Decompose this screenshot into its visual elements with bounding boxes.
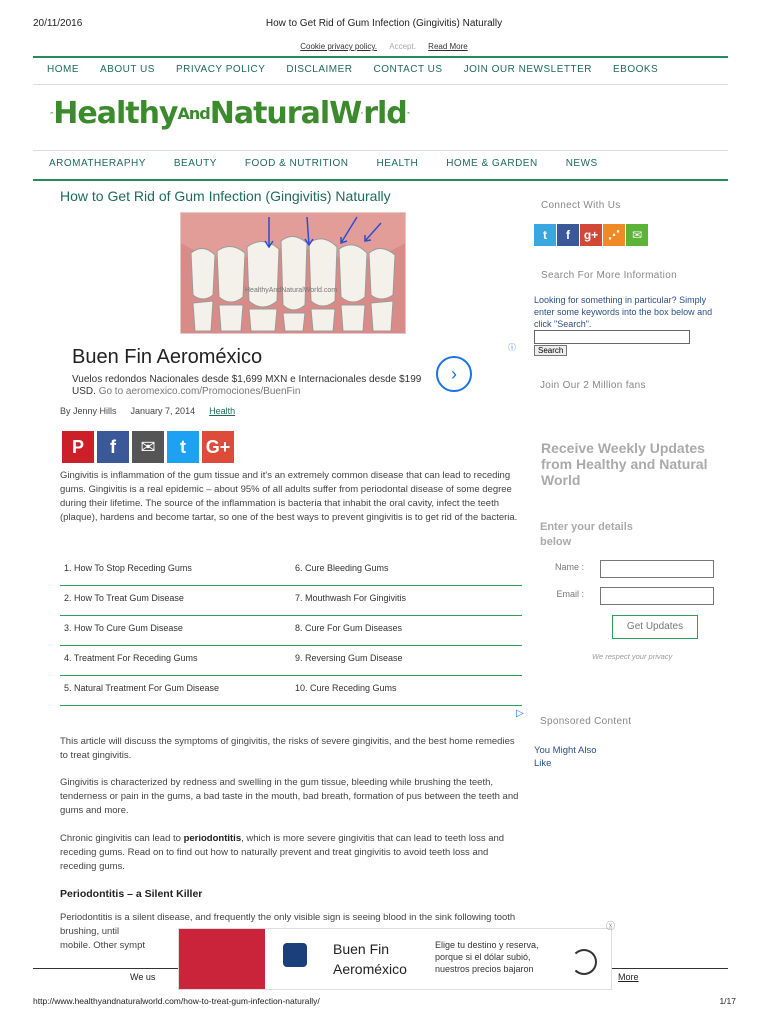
facebook-icon[interactable]: f [97, 431, 129, 463]
p4-part-b: , which is more severe gingivitis that can lead to teeth loss and receding gums. Read on to find out how to naturally prevent and treat gingivitis to avoid teeth loss and receding gums. [60, 833, 505, 872]
cookie-read-more-link[interactable]: Read More [428, 42, 468, 51]
logo-text-healthy: Healthy [53, 95, 178, 131]
top-nav [33, 56, 728, 85]
related-links [60, 556, 522, 706]
ad-choices-icon[interactable]: ▷ [516, 708, 524, 719]
cookie-bar [0, 42, 768, 51]
newsletter-subheading: Enter your details below [540, 521, 633, 548]
connect-heading: Connect With Us [541, 200, 621, 211]
nav-disclaimer[interactable]: DISCLAIMER [286, 64, 353, 75]
category-link[interactable]: Health [209, 406, 236, 416]
ad-title[interactable]: Buen Fin Aeroméxico [72, 346, 263, 368]
cat-beauty[interactable]: BEAUTY [173, 158, 217, 169]
periodontitis-link[interactable]: periodontitis [183, 833, 242, 844]
p5-part-b: mobile. Other sympt [60, 940, 145, 951]
nav-ebooks[interactable]: EBOOKS [612, 64, 659, 75]
get-updates-button[interactable]: Get Updates [612, 615, 698, 639]
ad-info-icon[interactable]: ⓘ [508, 343, 516, 352]
related-link[interactable]: 4. Treatment For Receding Gums [60, 646, 291, 676]
site-logo[interactable] [50, 90, 410, 136]
cat-aromatheraphy[interactable]: AROMATHERAPHY [49, 158, 146, 169]
nav-privacy-policy[interactable]: PRIVACY POLICY [175, 64, 266, 75]
email-field[interactable] [600, 587, 714, 605]
related-link[interactable]: 1. How To Stop Receding Gums [60, 556, 291, 586]
search-description: Looking for something in particular? Simply enter some keywords into the box below and click "Search". [534, 295, 713, 329]
related-link[interactable]: 3. How To Cure Gum Disease [60, 616, 291, 646]
privacy-note: We respect your privacy [592, 652, 673, 661]
ad-description [72, 374, 442, 398]
share-buttons [62, 431, 234, 463]
print-date: 20/11/2016 [33, 18, 83, 29]
newsletter-heading: Receive Weekly Updates from Healthy and Natural World [541, 440, 708, 488]
search-heading: Search For More Information [541, 270, 677, 281]
bottom-ad[interactable] [178, 921, 615, 990]
teeth-illustration [181, 213, 405, 333]
leaf-icon-right [407, 98, 410, 128]
p4-part-a: Chronic gingivitis can lead to [60, 833, 184, 844]
top-ad[interactable] [60, 338, 520, 400]
publish-date: January 7, 2014 [130, 406, 196, 416]
google-plus-icon[interactable]: g+ [580, 224, 602, 246]
article-title: How to Get Rid of Gum Infection (Gingivitis) Naturally [60, 188, 391, 204]
related-link[interactable]: 8. Cure For Gum Diseases [291, 616, 522, 646]
email-icon[interactable]: ✉ [132, 431, 164, 463]
cookie-footer-more-link[interactable]: More [618, 972, 639, 982]
logo-text-natural: Natural [209, 95, 330, 131]
article-paragraph: This article will discuss the symptoms of gingivitis, the risks of severe gingivitis, and the best home remedies to treat gingivitis. [60, 736, 515, 761]
email-label: Email : [556, 589, 584, 599]
cat-news[interactable]: NEWS [565, 158, 598, 169]
sponsored-heading: Sponsored Content [540, 716, 632, 727]
bottom-ad-description: Elige tu destino y reserva, porque si el dólar subió, nuestros precios bajaron [435, 940, 539, 974]
cat-food-nutrition[interactable]: FOOD & NUTRITION [244, 158, 349, 169]
aeromexico-logo-icon [283, 943, 307, 967]
related-link[interactable]: 7. Mouthwash For Gingivitis [291, 586, 522, 616]
cookie-policy-link[interactable]: Cookie privacy policy. [300, 42, 378, 51]
search-button[interactable]: Search [534, 345, 567, 356]
related-link[interactable]: 10. Cure Receding Gums [291, 676, 522, 706]
close-icon[interactable]: ⓧ [605, 921, 615, 931]
nav-join-newsletter[interactable]: JOIN OUR NEWSLETTER [463, 64, 592, 75]
cookie-footer-text: We us [130, 972, 156, 982]
logo-text-and: And [177, 103, 210, 123]
search-input[interactable] [534, 330, 690, 344]
related-link[interactable]: 2. How To Treat Gum Disease [60, 586, 291, 616]
image-watermark: HealthyAndNaturalWorld.com [245, 287, 338, 294]
cookie-accept-button[interactable]: Accept. [389, 42, 416, 51]
google-plus-icon[interactable]: G+ [202, 431, 234, 463]
article-intro: Gingivitis is inflammation of the gum tissue and it's an extremely common disease that can lead to receding gums. Gingivitis is a real epidemic – about 95% of all adults suffer from periodontal disease of some degree during their lifetime. The source of the inflammation is bacteria that inhabit the oral cavity, infect the teeth (plaque), hardens and become tartar, so one of the best ways to prevent gingivitis is to get rid of the bacteria. [60, 470, 518, 523]
you-might-like-heading: You Might Also Like [534, 745, 597, 769]
nav-about-us[interactable]: ABOUT US [100, 64, 155, 75]
related-link[interactable]: 6. Cure Bleeding Gums [291, 556, 522, 586]
social-icons [534, 224, 734, 246]
pinterest-icon[interactable]: P [62, 431, 94, 463]
article-paragraph: Gingivitis is characterized by redness and swelling in the gum tissue, bleeding while brushing the teeth, tenderness or pain in the gums, a bad taste in the mouth, bad breath, formation of pus between the teeth and gums and more. [60, 777, 519, 816]
name-field[interactable] [600, 560, 714, 578]
fans-heading: Join Our 2 Million fans [540, 380, 646, 391]
page-number: 1/17 [719, 996, 736, 1006]
rss-icon[interactable]: ⋰ [603, 224, 625, 246]
bottom-ad-title[interactable]: Buen Fin Aeroméxico [333, 941, 407, 977]
related-link[interactable]: 5. Natural Treatment For Gum Disease [60, 676, 291, 706]
twitter-icon[interactable]: t [167, 431, 199, 463]
category-nav [33, 150, 728, 181]
nav-home[interactable]: HOME [47, 64, 79, 75]
ad-line: Vuelos redondos Nacionales desde $1,699 MXN e Internacionales desde $199 USD. [72, 374, 422, 397]
section-heading: Periodontitis – a Silent Killer [60, 888, 203, 900]
page-url: http://www.healthyandnaturalworld.com/how-to-treat-gum-infection-naturally/ [33, 996, 320, 1006]
related-link[interactable]: 9. Reversing Gum Disease [291, 646, 522, 676]
ad-image [179, 929, 265, 989]
name-label: Name : [554, 562, 584, 572]
facebook-icon[interactable]: f [557, 224, 579, 246]
ad-play-icon[interactable] [571, 949, 597, 975]
article-byline [60, 406, 235, 416]
cat-home-garden[interactable]: HOME & GARDEN [446, 158, 538, 169]
print-title: How to Get Rid of Gum Infection (Gingivitis) Naturally [265, 18, 503, 29]
p5-part-a: Periodontitis is a silent disease, and frequently the only visible sign is seeing blood in the sink following tooth brushing, until [60, 912, 516, 937]
email-icon[interactable]: ✉ [626, 224, 648, 246]
ad-url[interactable]: Go to aeromexico.com/Promociones/BuenFin [98, 386, 301, 397]
article-hero-image [180, 212, 406, 334]
cat-health[interactable]: HEALTH [376, 158, 419, 169]
twitter-icon[interactable]: t [534, 224, 556, 246]
article-paragraph [60, 832, 520, 874]
ad-arrow-icon[interactable]: › [436, 356, 472, 392]
logo-text-rld: rld [363, 95, 407, 131]
author: By Jenny Hills [60, 406, 117, 416]
logo-text-w: W [329, 95, 362, 131]
nav-contact-us[interactable]: CONTACT US [373, 64, 443, 75]
